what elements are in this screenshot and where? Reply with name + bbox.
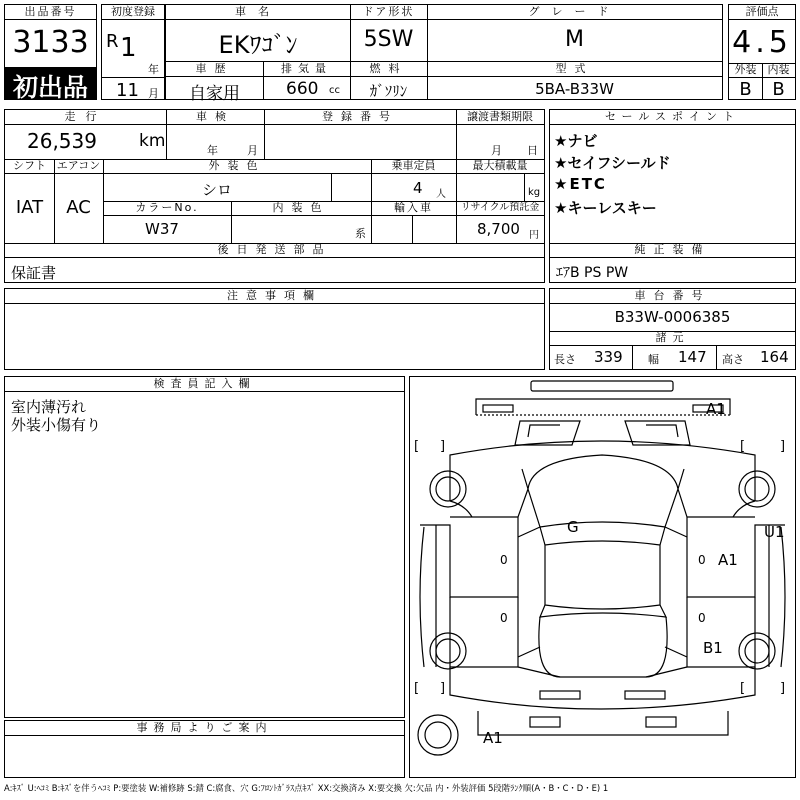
transfer-day-unit: 日 bbox=[527, 144, 538, 157]
inspector-note: 外装小傷有り bbox=[11, 416, 102, 434]
series-unit: 系 bbox=[355, 227, 366, 240]
registration-no-label: 登録番号 bbox=[322, 110, 398, 123]
car-name: EKﾜｺﾞﾝ bbox=[218, 31, 298, 59]
grade: M bbox=[565, 27, 584, 52]
bracket-right: ] bbox=[440, 681, 446, 696]
inspector-label: 検査員記入欄 bbox=[5, 377, 404, 392]
recycle-fee: 8,700 bbox=[477, 220, 520, 238]
legend-text: A:ｷｽﾞ U:ﾍｺﾐ B:ｷｽﾞを伴うﾍｺﾐ P:要塗装 W:補修跡 S:錆 C:腐食、穴 G:ﾌﾛﾝﾄｶﾞﾗｽ点ｷｽﾞ XX:交換済み X:要交換 欠:欠品 内・外装評価 5段階ﾗﾝｸ順(A・B・C・D・E) 1 bbox=[4, 783, 609, 793]
info-block bbox=[4, 109, 545, 283]
bracket-right: ] bbox=[780, 439, 786, 454]
score-box bbox=[728, 4, 796, 100]
damage-mark: A1 bbox=[483, 729, 503, 747]
bracket-left: [ bbox=[740, 681, 746, 696]
grade-label: グレード bbox=[528, 5, 621, 18]
ac-label: エアコン bbox=[56, 159, 101, 172]
first-registration-label: 初度登録 bbox=[102, 5, 164, 20]
km-unit: km bbox=[139, 131, 166, 151]
inspector-note: 室内薄汚れ bbox=[11, 398, 87, 416]
zero-mark: 0 bbox=[698, 553, 706, 567]
later-parts-label: 後日発送部品 bbox=[217, 243, 332, 256]
exterior-color: シロ bbox=[201, 181, 232, 199]
office-block bbox=[4, 720, 405, 778]
zero-mark: 0 bbox=[500, 553, 508, 567]
sales-point-item: ★セイフシールド bbox=[554, 154, 671, 172]
car-name-label: 車名 bbox=[235, 5, 281, 18]
displacement-label: 排気量 bbox=[281, 62, 332, 75]
interior-grade-label: 内装 bbox=[767, 63, 790, 76]
damage-mark: G bbox=[567, 518, 579, 536]
interior-grade: B bbox=[772, 79, 785, 100]
shift-label: シフト bbox=[13, 159, 46, 172]
recycle-label: リサイクル預託金 bbox=[460, 202, 540, 213]
registration-month: 11 bbox=[116, 80, 139, 101]
car-diagram bbox=[410, 377, 795, 777]
damage-mark: A1 bbox=[718, 551, 738, 569]
bracket-left: [ bbox=[740, 439, 746, 454]
fuel-label: 燃料 bbox=[369, 62, 408, 75]
chassis-number: B33W-0006385 bbox=[614, 308, 731, 326]
zero-mark: 0 bbox=[500, 611, 508, 625]
inspector-block bbox=[4, 376, 405, 718]
bracket-right: ] bbox=[780, 681, 786, 696]
ac: AC bbox=[66, 197, 91, 218]
registration-year: 1 bbox=[120, 33, 137, 63]
exterior-grade: B bbox=[739, 79, 752, 100]
notes-block bbox=[4, 288, 545, 370]
color-no: W37 bbox=[145, 220, 179, 238]
capacity-label: 乗車定員 bbox=[391, 159, 436, 172]
yen-unit: 円 bbox=[529, 230, 539, 241]
bracket-left: [ bbox=[414, 681, 420, 696]
fuel: ｶﾞｿﾘﾝ bbox=[369, 82, 408, 100]
bracket-right: ] bbox=[440, 439, 446, 454]
interior-color-label: 内装色 bbox=[272, 201, 330, 214]
length-label: 長さ bbox=[554, 353, 576, 366]
damage-mark: A1 bbox=[706, 400, 726, 418]
height-label: 高さ bbox=[722, 353, 744, 366]
first-listing-badge bbox=[5, 67, 96, 102]
sales-point-item: ★キーレスキー bbox=[554, 199, 657, 217]
mileage: 26,539 bbox=[27, 129, 97, 153]
exterior-color-label: 外装色 bbox=[208, 159, 266, 172]
inspection-label: 車検 bbox=[196, 110, 234, 123]
color-no-label: カラーNo. bbox=[135, 201, 199, 214]
car-diagram-frame bbox=[409, 376, 796, 778]
sales-point-item: ★ETC bbox=[554, 175, 607, 193]
damage-mark: U1 bbox=[764, 523, 785, 541]
inspection-month-unit: 月 bbox=[247, 144, 258, 157]
kg-unit: kg bbox=[528, 187, 541, 198]
inspection-year-unit: 年 bbox=[207, 144, 218, 157]
car-spec-row bbox=[165, 4, 723, 62]
height: 164 bbox=[760, 348, 789, 366]
first-registration-box bbox=[101, 4, 165, 100]
genuine-equipment-label: 純正装備 bbox=[634, 243, 711, 256]
transfer-month-unit: 月 bbox=[491, 144, 502, 157]
chassis-block bbox=[549, 288, 796, 370]
import-label: 輸入車 bbox=[394, 201, 433, 214]
year-unit: 年 bbox=[148, 63, 159, 76]
history: 自家用 bbox=[189, 84, 240, 104]
dimensions-label: 諸元 bbox=[655, 331, 690, 344]
first-listing-text: 初出品 bbox=[12, 73, 88, 102]
month-unit: 月 bbox=[148, 87, 159, 100]
chassis-label: 車台番号 bbox=[550, 289, 795, 304]
model: 5BA-B33W bbox=[535, 80, 614, 98]
capacity: 4 bbox=[413, 179, 423, 197]
displacement: 660 bbox=[286, 79, 319, 99]
shift: IAT bbox=[15, 197, 44, 218]
notes-label: 注意事項欄 bbox=[5, 289, 544, 304]
office-label: 事務局よりご案内 bbox=[5, 721, 404, 736]
score-label: 評価点 bbox=[729, 5, 795, 20]
bracket-left: [ bbox=[414, 439, 420, 454]
registration-era: R bbox=[106, 31, 119, 52]
cc-unit: cc bbox=[329, 85, 340, 96]
max-load-label: 最大積載量 bbox=[472, 159, 528, 172]
later-parts: 保証書 bbox=[11, 264, 57, 282]
length: 339 bbox=[594, 348, 623, 366]
sales-point-label: セールスポイント bbox=[550, 110, 795, 125]
lot-number-label: 出品番号 bbox=[5, 5, 96, 20]
zero-mark: 0 bbox=[698, 611, 706, 625]
car-detail-row bbox=[165, 61, 723, 104]
width-label: 幅 bbox=[648, 353, 659, 366]
mileage-label: 走行 bbox=[64, 110, 107, 123]
score: 4.5 bbox=[732, 25, 792, 60]
door-label: ドア形状 bbox=[362, 5, 415, 18]
model-label: 型式 bbox=[555, 62, 594, 75]
lot-number: 3133 bbox=[12, 25, 89, 60]
exterior-grade-label: 外装 bbox=[734, 63, 757, 76]
width: 147 bbox=[678, 348, 707, 366]
damage-mark: B1 bbox=[703, 639, 723, 657]
sales-point-item: ★ナビ bbox=[554, 132, 598, 150]
door-type: 5SW bbox=[363, 27, 414, 52]
transfer-deadline-label: 譲渡書類期限 bbox=[467, 110, 533, 123]
genuine-equipment: ｴｱB PS PW bbox=[556, 265, 629, 281]
lot-number-box bbox=[4, 4, 97, 100]
sales-point-block bbox=[549, 109, 796, 283]
history-label: 車歴 bbox=[195, 62, 234, 75]
person-unit: 人 bbox=[436, 189, 446, 200]
